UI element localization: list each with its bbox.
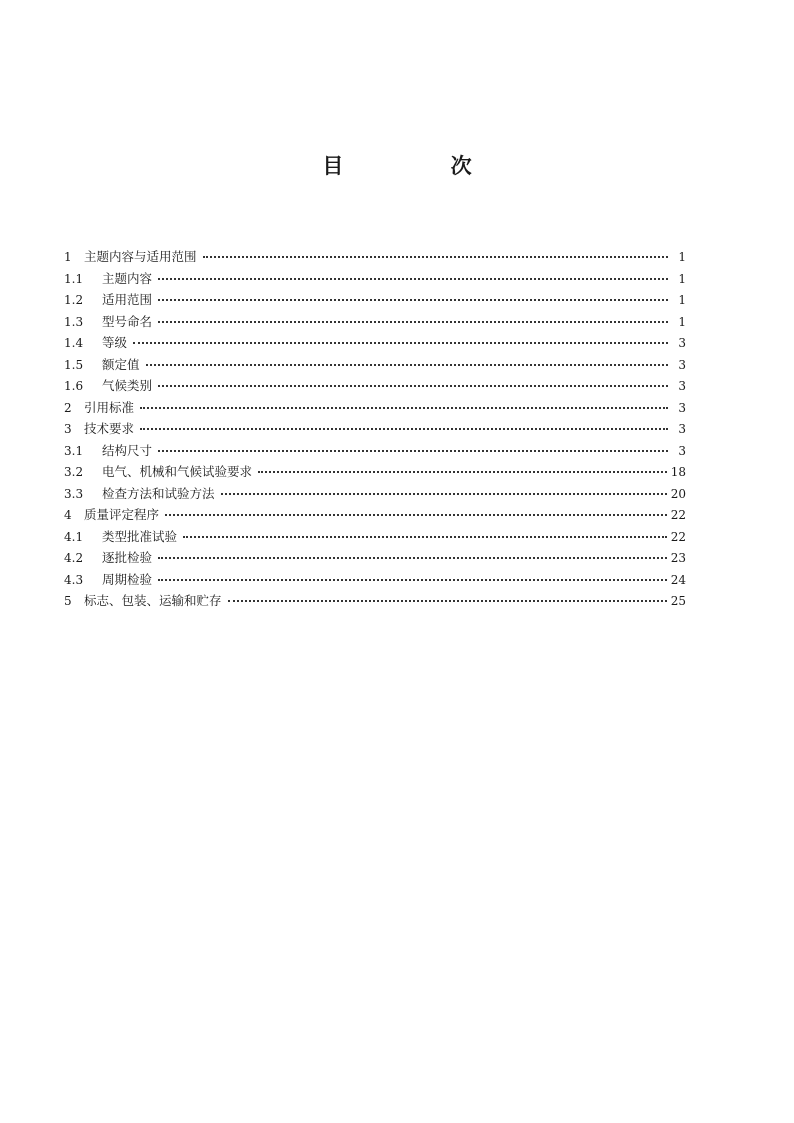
dot-leader	[221, 492, 667, 495]
toc-entry-title: 主题内容与适用范围	[84, 249, 197, 264]
toc-entry-page: 22	[670, 529, 686, 544]
toc-entry-page: 3	[678, 357, 686, 372]
toc-entry-number: 1.4	[64, 336, 84, 350]
toc-entry-title: 电气、机械和气候试验要求	[102, 464, 253, 479]
toc-entry-title: 主题内容	[102, 270, 153, 286]
toc-entry-number: 1.3	[64, 314, 84, 329]
table-of-contents	[64, 246, 686, 612]
toc-entry[interactable]	[64, 547, 686, 569]
toc-entry[interactable]	[64, 504, 686, 526]
toc-entry-number: 1.5	[64, 357, 84, 372]
dot-leader	[158, 449, 668, 452]
toc-entry-number: 4.2	[64, 551, 84, 565]
toc-entry[interactable]	[64, 354, 686, 376]
toc-entry-number: 3.1	[64, 443, 84, 458]
toc-entry-page: 25	[670, 594, 686, 608]
dot-leader	[140, 406, 668, 409]
toc-entry[interactable]	[64, 569, 686, 591]
toc-entry[interactable]	[64, 440, 686, 462]
toc-entry-number: 1.1	[64, 271, 84, 286]
dot-leader	[158, 578, 667, 581]
toc-entry-page: 3	[678, 400, 686, 415]
dot-leader	[158, 556, 667, 559]
toc-entry-number: 2	[64, 400, 72, 415]
toc-entry-page: 1	[678, 250, 686, 264]
toc-entry-title: 引用标准	[84, 399, 135, 415]
toc-entry-title: 等级	[102, 335, 128, 350]
toc-entry[interactable]	[64, 311, 686, 333]
toc-entry-number: 3.3	[64, 486, 84, 501]
toc-entry-number: 1.2	[64, 293, 84, 307]
toc-entry[interactable]	[64, 526, 686, 548]
toc-entry-page: 1	[678, 293, 686, 307]
toc-entry[interactable]	[64, 246, 686, 268]
dot-leader	[158, 298, 668, 301]
dot-leader	[140, 427, 668, 430]
dot-leader	[183, 535, 667, 538]
toc-entry-number: 4.1	[64, 529, 84, 544]
toc-entry-page: 20	[670, 486, 686, 501]
toc-entry[interactable]	[64, 375, 686, 397]
toc-entry-number: 4	[64, 508, 72, 522]
toc-entry-title: 检查方法和试验方法	[102, 485, 215, 501]
toc-entry-page: 18	[670, 465, 686, 479]
toc-entry[interactable]	[64, 461, 686, 483]
dot-leader	[133, 341, 668, 344]
dot-leader	[158, 384, 668, 387]
toc-entry-title: 质量评定程序	[84, 507, 160, 522]
dot-leader	[258, 470, 667, 473]
toc-entry[interactable]	[64, 483, 686, 505]
dot-leader	[228, 599, 667, 602]
page-title: 目 次	[322, 154, 522, 178]
toc-entry[interactable]	[64, 418, 686, 440]
toc-entry-page: 3	[678, 336, 686, 350]
toc-entry-page: 1	[678, 314, 686, 329]
toc-entry-page: 3	[678, 443, 686, 458]
toc-entry[interactable]	[64, 268, 686, 290]
toc-entry-page: 1	[678, 271, 686, 286]
toc-entry[interactable]	[64, 590, 686, 612]
toc-entry[interactable]	[64, 289, 686, 311]
toc-entry-page: 3	[678, 379, 686, 393]
dot-leader	[158, 277, 668, 280]
toc-entry-title: 周期检验	[102, 571, 153, 587]
toc-entry-title: 技术要求	[84, 421, 135, 436]
toc-entry-page: 23	[670, 551, 686, 565]
toc-entry-page: 24	[670, 572, 686, 587]
toc-entry[interactable]	[64, 332, 686, 354]
toc-entry-number: 1	[64, 250, 72, 264]
dot-leader	[158, 320, 668, 323]
toc-entry-page: 3	[678, 422, 686, 436]
toc-entry-title: 额定值	[102, 356, 140, 372]
toc-entry-number: 3	[64, 422, 72, 436]
toc-entry[interactable]	[64, 397, 686, 419]
toc-entry-title: 标志、包装、运输和贮存	[84, 593, 222, 608]
toc-entry-page: 22	[670, 508, 686, 522]
dot-leader	[203, 255, 668, 258]
toc-entry-title: 结构尺寸	[102, 442, 153, 458]
toc-entry-number: 3.2	[64, 465, 84, 479]
toc-entry-number: 5	[64, 594, 72, 608]
toc-entry-title: 适用范围	[102, 292, 153, 307]
dot-leader	[165, 513, 667, 516]
toc-entry-title: 气候类别	[102, 378, 153, 393]
toc-entry-title: 类型批准试验	[102, 528, 178, 544]
toc-entry-number: 1.6	[64, 379, 84, 393]
dot-leader	[146, 363, 668, 366]
toc-entry-title: 逐批检验	[102, 550, 153, 565]
toc-entry-number: 4.3	[64, 572, 84, 587]
toc-entry-title: 型号命名	[102, 313, 153, 329]
